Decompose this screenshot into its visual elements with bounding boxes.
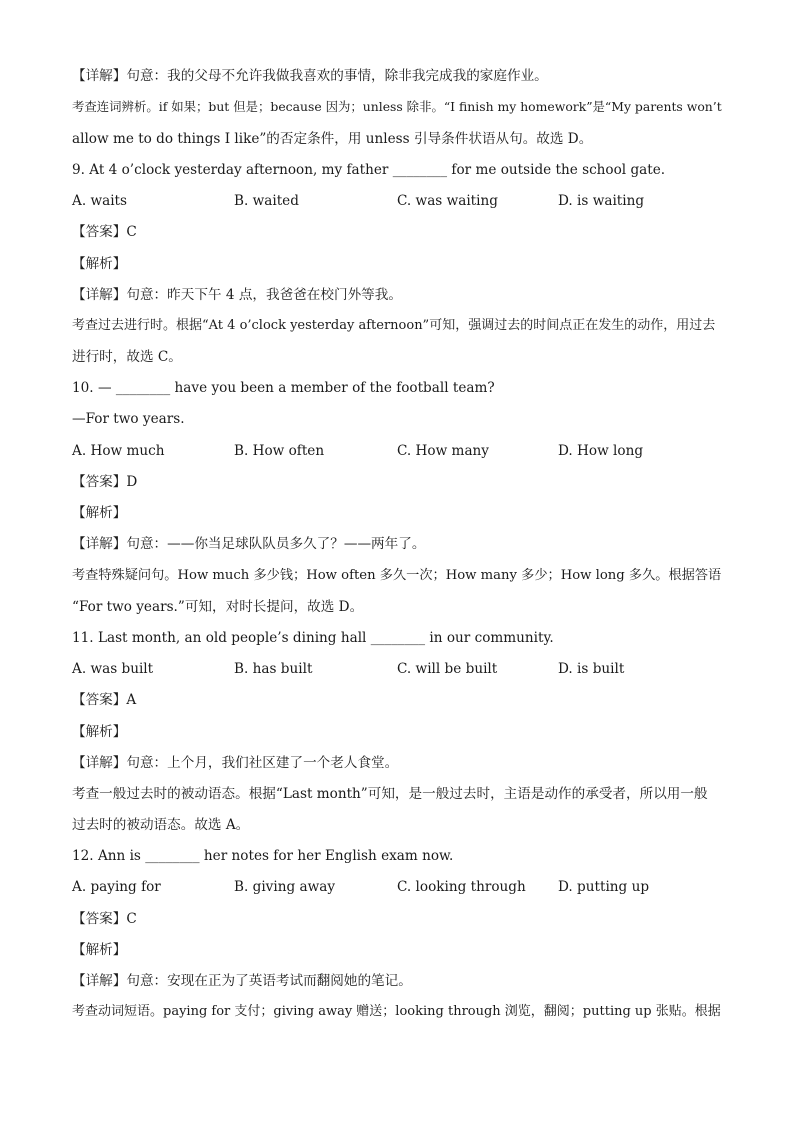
analysis-heading: 【解析】 xyxy=(72,256,127,272)
question-10: 10. — ________ have you been a member of the football team? xyxy=(72,380,495,396)
option-d: D. is built xyxy=(558,661,625,677)
option-a: A. was built xyxy=(72,661,154,677)
question-11-options xyxy=(72,660,732,678)
option-d: D. is waiting xyxy=(558,193,645,209)
option-c: C. looking through xyxy=(397,879,526,895)
analysis-heading: 【解析】 xyxy=(72,724,127,740)
analysis-line: 过去时的被动语态。故选 A。 xyxy=(72,817,250,833)
option-c: C. How many xyxy=(397,443,489,459)
explanation-line: 【详解】句意：安现在正为了英语考试而翻阅她的笔记。 xyxy=(72,973,412,989)
option-a: A. How much xyxy=(72,443,165,459)
analysis-heading: 【解析】 xyxy=(72,505,127,521)
analysis-line: 考查过去进行时。根据“At 4 o’clock yesterday afternoon”可知，强调过去的时间点正在发生的动作，用过去 xyxy=(72,318,716,333)
analysis-line: 考查一般过去时的被动语态。根据“Last month”可知，是一般过去时，主语是动作的承受者，所以用一般 xyxy=(72,786,708,802)
option-b: B. has built xyxy=(234,661,313,677)
option-a: A. waits xyxy=(72,193,127,209)
explanation-line: 【详解】句意：上个月，我们社区建了一个老人食堂。 xyxy=(72,755,399,771)
question-11: 11. Last month, an old people’s dining hall ________ in our community. xyxy=(72,630,554,646)
option-b: B. giving away xyxy=(234,879,336,895)
option-d: D. putting up xyxy=(558,879,650,895)
option-c: C. will be built xyxy=(397,661,498,677)
option-b: B. How often xyxy=(234,443,325,459)
analysis-line: 考查连词辨析。if 如果；but 但是；because 因为；unless 除非。“I finish my homework”是“My parents won’t xyxy=(72,99,722,114)
explanation-line: 【详解】句意：我的父母不允许我做我喜欢的事情，除非我完成我的家庭作业。 xyxy=(72,68,548,84)
analysis-line: 进行时，故选 C。 xyxy=(72,349,182,365)
explanation-line: 【详解】句意：——你当足球队队员多久了？——两年了。 xyxy=(72,536,426,552)
answer-line: 【答案】C xyxy=(72,911,137,927)
option-a: A. paying for xyxy=(72,879,161,895)
analysis-line: 考查特殊疑问句。How much 多少钱；How often 多久一次；How many 多少；How long 多久。根据答语 xyxy=(72,568,722,583)
question-10-options xyxy=(72,442,732,460)
question-10-reply: —For two years. xyxy=(72,411,185,427)
analysis-heading: 【解析】 xyxy=(72,942,127,958)
explanation-line: 【详解】句意：昨天下午 4 点，我爸爸在校门外等我。 xyxy=(72,287,402,303)
analysis-line: 考查动词短语。paying for 支付；giving away 赠送；looking through 浏览，翻阅；putting up 张贴。根据 xyxy=(72,1004,721,1019)
answer-line: 【答案】C xyxy=(72,224,137,240)
question-9-options xyxy=(72,192,732,210)
analysis-line: allow me to do things I like”的否定条件，用 unless 引导条件状语从句。故选 D。 xyxy=(72,131,593,147)
analysis-line: “For two years.”可知，对时长提问，故选 D。 xyxy=(72,599,364,615)
option-d: D. How long xyxy=(558,443,644,459)
option-b: B. waited xyxy=(234,193,299,209)
answer-line: 【答案】A xyxy=(72,692,137,708)
question-12-options xyxy=(72,878,732,896)
answer-line: 【答案】D xyxy=(72,474,138,490)
option-c: C. was waiting xyxy=(397,193,498,209)
question-12: 12. Ann is ________ her notes for her English exam now. xyxy=(72,848,454,864)
question-9: 9. At 4 o’clock yesterday afternoon, my father ________ for me outside the school gate. xyxy=(72,162,666,178)
